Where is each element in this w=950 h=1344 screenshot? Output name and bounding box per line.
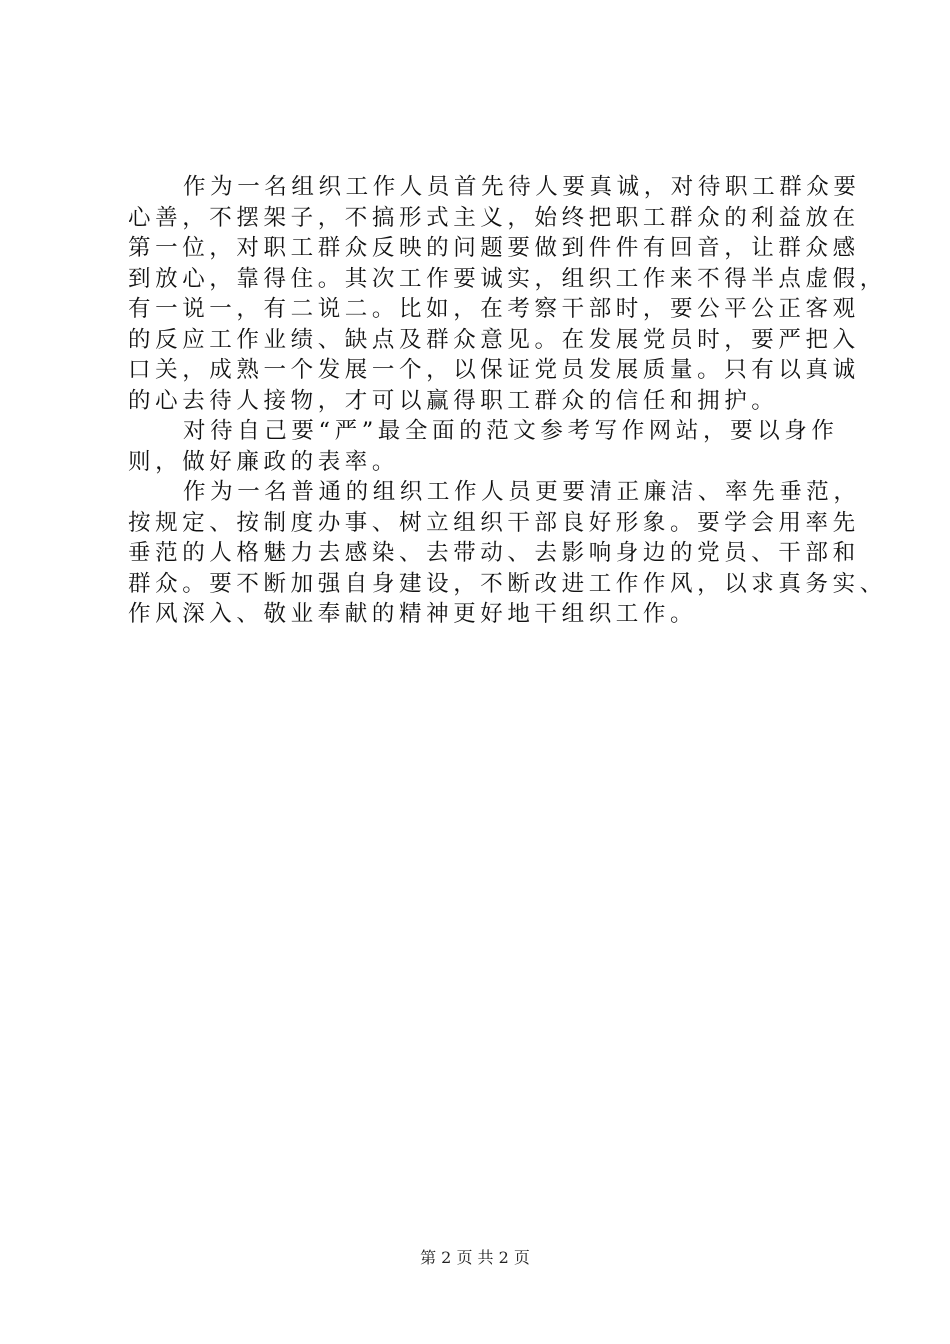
document-body	[128, 172, 887, 630]
paragraph-line: 作为一名组织工作人员首先待人要真诚，对待职工群众要	[183, 174, 861, 200]
paragraph-line: 的反应工作业绩、缺点及群众意见。在发展党员时，要严把入	[128, 326, 860, 353]
paragraph-line: 群众。要不断加强自身建设，不断改进工作作风，以求真务实、	[128, 570, 887, 597]
paragraph-line: 有一说一，有二说二。比如，在考察干部时，要公平公正客观	[128, 296, 860, 322]
paragraph-2	[128, 416, 839, 477]
paragraph-line: 按规定、按制度办事、树立组织干部良好形象。要学会用率先	[128, 509, 860, 536]
paragraph-line: 心善，不摆架子，不搞形式主义，始终把职工群众的利益放在	[128, 204, 860, 231]
paragraph-line: 的心去待人接物，才可以赢得职工群众的信任和拥护。	[128, 387, 779, 414]
paragraph-line: 作风深入、敬业奉献的精神更好地干组织工作。	[128, 601, 698, 627]
paragraph-line: 则，做好廉政的表率。	[128, 448, 400, 475]
paragraph-line: 垂范的人格魅力去感染、去带动、去影响身边的党员、干部和	[128, 540, 860, 566]
paragraph-line: 到放心，靠得住。其次工作要诚实，组织工作来不得半点虚假，	[128, 265, 887, 292]
paragraph-line: 对待自己要“严”最全面的范文参考写作网站，要以身作	[183, 418, 839, 444]
paragraph-1	[128, 172, 887, 416]
paragraph-line: 作为一名普通的组织工作人员更要清正廉洁、率先垂范，	[183, 479, 861, 505]
paragraph-3	[128, 477, 887, 630]
paragraph-line: 口关，成熟一个发展一个，以保证党员发展质量。只有以真诚	[128, 357, 860, 383]
page-number-footer: 第 2 页 共 2 页	[420, 1248, 530, 1267]
paragraph-line: 第一位，对职工群众反映的问题要做到件件有回音，让群众感	[128, 235, 860, 261]
